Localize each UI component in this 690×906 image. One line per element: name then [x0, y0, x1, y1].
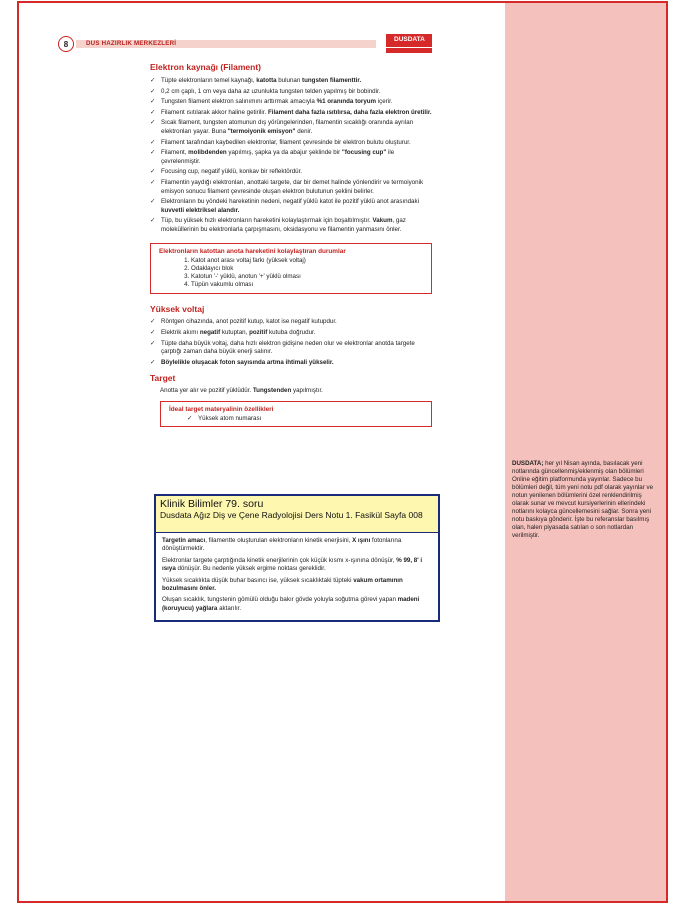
page-number: 8: [58, 36, 74, 52]
list-item: ✓ Filament ısıtılarak akkor haline getirilir. Filament daha fazla ısıtılırsa, daha fazla elektron üretilir.: [150, 109, 432, 118]
page-header: [58, 34, 433, 56]
side-note: [512, 460, 660, 540]
overlay-title: Klinik Bilimler 79. soru: [160, 498, 264, 510]
list-item: ✓ Tüpte elektronların temel kaynağı, katotta bulunan tungsten filamenttir.: [150, 77, 432, 86]
header-title: DUS HAZIRLIK MERKEZLERİ: [86, 40, 177, 47]
voltage-heading: Yüksek voltaj: [150, 304, 205, 315]
overlay-paragraph: Oluşan sıcaklık, tungstenin gömülü olduğu bakır gövde yoluyla soğutma görevi yapan madeni (koruyucu) yağlara aktarılır.: [162, 596, 420, 612]
list-item: ✓ Böylelikle oluşacak foton sayısında artma ihtimali yükselir.: [150, 359, 432, 368]
list-item: ✓ 0,2 cm çaplı, 1 cm veya daha az uzunlukta tungsten telden yapılmış bir bobindir.: [150, 88, 432, 97]
overlay-paragraph: Elektronlar targete çarptığında kinetik enerjilerinin çok küçük kısmı x-ışınına dönüşür, % 99, 8' i ısıya dönüşür. Bu nedenle yüksek ergime noktası gereklidir.: [162, 556, 423, 573]
filament-list: [150, 77, 432, 235]
target-heading: Target: [150, 373, 176, 384]
list-item: ✓ Tüp, bu yüksek hızlı elektronların hareketini kolaylaştırmak için boşaltılmıştır. Vakum, gaz moleküllerinin bu elektronlarla çarpışmasını, oksidasyonu ve filamentin yanmasını önler.: [150, 217, 432, 234]
overlay-paragraph: Targetin amacı, filamentte oluşturulan elektronların kinetik enerjisini, X ışını fotonlarına dönüştürmektir.: [162, 537, 402, 553]
reference-overlay: [154, 494, 440, 622]
list-item: 4. Tüpün vakumlu olması: [191, 281, 423, 289]
list-item: ✓ Yüksek atom numarası: [187, 415, 423, 424]
side-note-text: her yıl Nisan ayında, basılacak yeni notlarında güncellenmiş/eklenmiş olan bölümleri Online eğitim platformunda yayınlar. Sadece bu bölümleri değil, tüm yeni notu pdf olarak yayınlar ve notun yenilenen bölümlerini özel renklendirilmiş olarak sunar ve mevcut kursiyerlerinin ellerindeki notlarını kolayca güncellemesini sağlar. Sonra yeni notu baskıya gönderir. İşte bu referanslar basılmış olan, halen piyasada satılan o son notlardan verilmiştir.: [512, 460, 654, 539]
list-item: ✓ Filamentin yaydığı elektronları, anottaki targete, dar bir demet halinde yönlendirir ve termoiyonik emisyon sonucu filament çevresinde oluşan elektron bulutunun şeklini belirler.: [150, 179, 432, 196]
list-item: ✓ Elektrik akımı negatif kutuptan, pozitif kutuba doğrudur.: [150, 329, 432, 338]
list-item: ✓ Focusing cup, negatif yüklü, konkav bir reflektördür.: [150, 168, 432, 177]
overlay-subtitle: Dusdata Ağız Diş ve Çene Radyolojisi Ders Notu 1. Fasikül Sayfa 008: [160, 510, 423, 520]
list-item: ✓ Tüpte daha büyük voltaj, daha hızlı elektron gidişine neden olur ve elektronlar anotda targete çarptığı zaman daha büyük enerji salınır.: [150, 340, 432, 357]
logo-text: DUSDATA: [394, 36, 425, 43]
list-item: ✓ Tungsten filament elektron salınımını arttırmak amacıyla %1 oranında toryum içerir.: [150, 98, 432, 107]
list-item: ✓ Filament, molibdenden yapılmış, şapka ya da abajur şeklinde bir "focusing cup" ile çevrelenmiştir.: [150, 149, 432, 166]
filament-heading: Elektron kaynağı (Filament): [150, 62, 261, 72]
list-item: 2. Odaklayıcı blok: [191, 265, 423, 273]
main-content: [150, 62, 432, 427]
conditions-list: [159, 257, 423, 290]
voltage-list: [150, 318, 432, 367]
list-item: ✓ Röntgen cihazında, anot pozitif kutup, katot ise negatif kutupdur.: [150, 318, 432, 327]
target-intro: Anotta yer alır ve pozitif yüklüdür. Tungstenden yapılmıştır.: [160, 387, 323, 395]
list-item: ✓ Sıcak filament, tungsten atomunun dış yörüngelerinden, filamentin sıcaklığı oranında ayrılan elektronları yayar. Buna "termoiyonik emisyon" denir.: [150, 119, 432, 136]
list-item: ✓ Elektronların bu yöndeki hareketinin nedeni, negatif yüklü katot ile pozitif yüklü anot arasındaki kuvvetli elektriksel alandır.: [150, 198, 432, 215]
overlay-body: [156, 533, 438, 620]
target-box-title: İdeal target materyalinin özellikleri: [169, 405, 274, 413]
overlay-header: [156, 496, 438, 533]
target-box: [160, 401, 432, 427]
list-item: 3. Katotun '-' yüklü, anotun '+' yüklü olması: [191, 273, 423, 281]
dusdata-logo: [386, 34, 432, 54]
overlay-paragraph: Yüksek sıcaklıkta düşük buhar basıncı ise, yüksek sıcaklıktaki tüpteki vakum ortamının bozulmasını önler.: [162, 576, 403, 593]
conditions-box-title: Elektronların katottan anota hareketini kolaylaştıran durumlar: [159, 247, 346, 255]
conditions-box: [150, 243, 432, 295]
list-item: ✓ Filament tarafından kaybedilen elektronlar, filament çevresinde bir elektron bulutu oluşturur.: [150, 139, 432, 148]
side-note-brand: DUSDATA;: [512, 460, 544, 467]
list-item: 1. Katot anot arası voltaj farkı (yüksek voltaj): [191, 257, 423, 265]
